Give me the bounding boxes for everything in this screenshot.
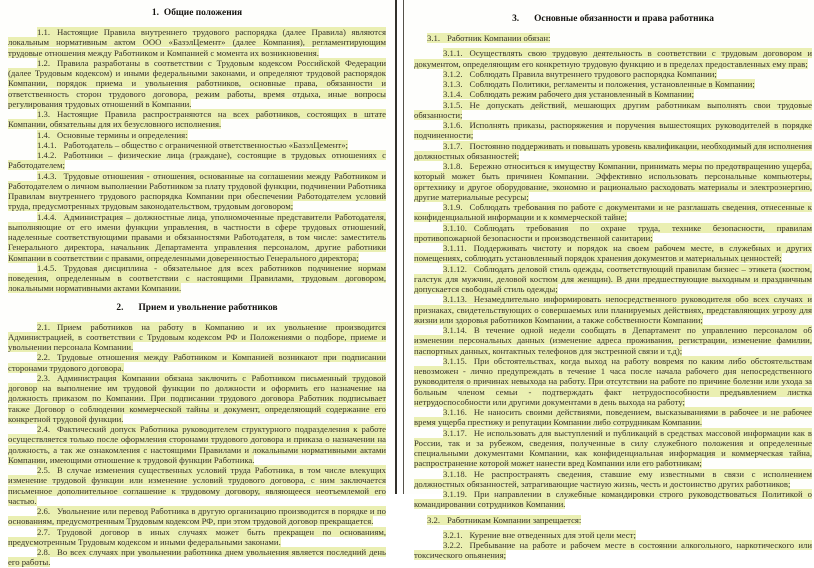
clause-number: 1.2. [37,57,51,68]
clause-text: Работники – физические лица (граждане), состоящие в трудовых отношениях с Работодателем; [8,150,386,171]
highlighted-text [8,109,386,129]
clause-number: 1.4.1. [37,139,57,150]
paragraph [8,58,386,109]
clause-text: В случае изменения существенных условий труда Работника, в том числе влекущих изменение трудовой функции или изменение условий трудового договора, с ним заключается письменное дополнительное соглашение к трудовому договору, являющееся неотъемлемой его частью. [8,465,386,506]
section-number: 3. [512,14,520,24]
highlighted-text [414,294,812,325]
highlighted-text [8,424,386,465]
section-heading [8,303,386,314]
paragraph [414,161,812,202]
paragraph [414,48,812,69]
clause-number: 3.1.8. [443,161,463,171]
clause-number: 3.1.6. [443,120,463,130]
clause-text: Трудовые отношения между Работником и Компанией возникают при подписании сторонами трудового договора. [8,352,386,373]
clause-text: Соблюдать режим рабочего дня установленный в Компании; [469,89,695,100]
clause-text: Администрация – должностные лица, уполномоченные представители Работодателя, выполняющие от его имени функции управления, в частности в сфере трудовых отношений, наделенные соответствующими правами и обязанностями Работодателя, в том числе: заместитель Генерального директора, начальник Департамента управления персоналом, другие работники Компании в соответствии с правами, определенными доверенностью Генерального директора; [8,211,386,263]
clause-number: 1.4.3. [37,170,57,181]
paragraph [414,79,812,89]
paragraph [414,469,812,490]
clause-number: 3.2.1. [443,529,463,540]
highlighted-text [414,407,812,427]
paragraph [414,356,812,407]
paragraph [8,465,386,506]
highlighted-text [414,100,812,120]
paragraph [8,109,386,130]
highlighted-text [37,140,348,150]
paragraph [8,547,386,568]
paragraph [8,506,386,527]
paragraph [414,530,812,540]
section-number: 1. [151,8,159,18]
highlighted-text [414,356,812,407]
paragraph [414,428,812,469]
clause-number: 2.3. [37,372,51,383]
clause-number: 1.4. [37,129,51,140]
paragraph [8,140,386,150]
clause-number: 3.1.19. [443,489,467,499]
clause-text: Не распространять сведения, ставшие ему известными в связи с исполнением должностных обязанностей, затрагивающие частную жизнь, честь и достоинство других работников; [414,468,812,489]
paragraph [414,407,812,428]
clause-number: 3.1.11. [443,243,467,253]
paragraph [8,424,386,465]
highlighted-text [414,264,812,295]
clause-text: Работникам Компании запрещается: [447,514,582,525]
highlighted-text [8,322,386,353]
paragraph [414,223,812,244]
clause-text: Трудовые отношения - отношения, основанные на соглашении между Работником и Работодателем о личном выполнении Работником за плату трудовой функции, подчинении Работника Правилам внутреннего трудового распорядка Компании при обеспечении Работодателем условий труда, предусмотренных трудовым законодательством, трудовым договором; [8,170,386,212]
clause-text: Поддерживать чистоту и порядок на своем рабочем месте, в служебных и других помещениях, соблюдать установленный порядок хранения документов и материальных ценностей; [414,243,812,264]
clause-number: 3.1.1. [443,48,463,59]
section-title: Общие положения [163,8,243,18]
clause-text: Соблюдать требования по работе с документами и не разглашать сведения, отнесенные к конфиденциальной информации и к коммерческой тайне; [414,202,812,223]
subsection-line [414,33,812,43]
highlighted-text [8,547,386,567]
paragraph [8,527,386,548]
section-number: 2. [116,302,124,313]
highlighted-text [8,506,386,526]
highlighted-text [414,428,812,469]
paragraph [8,150,386,171]
clause-text: В течение одной недели сообщать в Департамент по управлению персоналом об изменении персональных данных (изменение адреса проживания, регистрации, изменение фамилии, паспортных данных, контактных телефонов для экстренной связи и т.д); [414,325,812,356]
highlighted-text [8,58,386,109]
page-2-body [414,14,812,561]
highlighted-text [8,465,386,506]
clause-number: 2.2. [37,352,51,363]
highlighted-text [443,530,636,540]
clause-number: 3.2. [427,514,441,525]
clause-text: Работодатель – общество с ограниченной ответственностью «БазэлЦемент»; [63,139,348,150]
highlighted-text [443,79,755,89]
clause-number: 1.4.2. [37,150,57,160]
clause-text: Постоянно поддерживать и повышать уровень квалификации, необходимый для исполнения должностных обязанностей; [414,140,812,161]
page-1 [0,0,397,568]
paragraph [414,120,812,141]
clause-text: Увольнение или перевод Работника в другую организацию производится в порядке и по основаниям, предусмотренным Трудовым кодексом РФ, при этом трудовой договор прекращается. [8,506,386,527]
paragraph [414,202,812,223]
clause-text: Не использовать для выступлений и публикаций в средствах массовой информации как в России, так и за рубежом, сведения, полученные в силу служебного положения и определенные специальными документами Компании, как конфиденциальная информация и коммерческая тайна, распространение которой может нанести вред Компании или его работникам; [414,427,812,469]
clause-text: Курение вне отведенных для этой цели мест; [469,529,636,540]
paragraph [414,243,812,264]
clause-text: Прием работников на работу в Компанию и их увольнение производится Администрацией, в соответствии с Трудовым кодексом РФ и Положениями о подборе, приеме и увольнении персонала Компании. [8,321,386,352]
highlighted-text [37,130,188,140]
highlighted-text [414,469,812,489]
clause-text: Работник Компании обязан: [447,33,551,43]
clause-number: 3.1. [427,33,441,43]
highlighted-text [8,27,386,58]
clause-text: Соблюдать Правила внутреннего трудового распорядка Компании; [469,68,717,79]
clause-text: Незамедлительно информировать непосредственного руководителя обо всех случаях и признаках, свидетельствующих о совершаемых или планируемых действиях, представляющих угрозу для жизни или здоровья работников Компании, а также собственности Компании; [414,294,812,325]
paragraph [414,141,812,162]
highlighted-text [8,263,386,294]
clause-text: При направлении в служебные командировки строго руководствоваться Политикой о командировании сотрудников Компании. [414,489,812,510]
clause-number: 3.1.14. [443,325,467,335]
paragraph [414,325,812,356]
paragraph [414,294,812,325]
clause-number: 3.1.15. [443,355,467,366]
highlighted-text [414,223,812,243]
clause-number: 1.4.5. [37,262,57,273]
clause-number: 3.1.3. [443,79,463,89]
highlighted-text [443,89,694,99]
highlighted-text [8,171,386,212]
section-heading [414,14,812,25]
paragraph [414,100,812,121]
clause-number: 3.1.5. [443,99,463,110]
clause-text: Не допускать действий, мешающих другим работникам выполнять свои трудовые обязанности; [414,99,812,120]
clause-number: 3.1.10. [443,222,467,233]
clause-number: 1.1. [37,27,51,37]
clause-text: Исполнять приказы, распоряжения и поручения вышестоящих руководителей в порядке подчиненности; [414,120,812,141]
paragraph [8,322,386,353]
clause-number: 2.5. [37,465,51,475]
paragraph [8,352,386,373]
highlighted-text [414,48,812,68]
clause-text: Во всех случаях при увольнении работника днем увольнения является последний день его работы. [8,547,386,568]
clause-text: Администрация Компании обязана заключить с Работником письменный трудовой договор на выполнение им трудовой функции по должности и оформить его назначение на должность приказом по Компании. При подписании трудового договора Работник подписывает также Договор о соблюдении коммерческой тайны и документ, определяющий содержание его конкретной трудовой функции. [8,372,386,424]
clause-text: Соблюдать Политики, регламенты и положения, установленные в Компании; [469,79,755,89]
highlighted-text [414,161,812,202]
paragraph [414,69,812,79]
clause-number: 3.1.2. [443,68,463,79]
clause-number: 3.1.13. [443,294,467,305]
highlighted-text [8,527,386,547]
clause-number: 1.4.4. [37,211,57,222]
paragraph [8,263,386,294]
clause-number: 3.1.17. [443,427,467,438]
page-2 [403,0,814,561]
clause-text: Осуществлять свою трудовую деятельность в соответствии с трудовым договором и документом, определяющим его конкретную трудовую функцию и в пределах предоставленных ему прав; [414,48,812,69]
clause-number: 3.1.4. [443,89,463,100]
clause-number: 3.1.7. [443,140,463,151]
clause-number: 3.1.18. [443,468,467,479]
clause-text: Настоящие Правила внутреннего трудового распорядка (далее Правила) являются локальным нормативным актом ООО «БазэлЦемент» (далее Компания), регламентирующим трудовые отношения между Работником и Компанией с момента их возникновения. [8,27,386,58]
section-title: Прием и увольнение работников [138,302,278,313]
section-heading [8,8,386,19]
clause-number: 3.1.16. [443,407,467,417]
paragraph [8,373,386,424]
clause-number: 2.1. [37,321,51,332]
clause-number: 3.2.2. [443,540,463,550]
paragraph [414,264,812,295]
clause-number: 2.8. [37,547,51,557]
highlighted-text [414,325,812,356]
clause-text: Трудовой договор в иных случаях может быть прекращен по основаниям, предусмотренным Трудовым кодексом и иными федеральными законами. [8,526,386,547]
clause-text: Не наносить своими действиями, поведением, высказываниями в рабочее и не рабочее время ущерба престижу и репутации Компании либо сотрудникам Компании. [414,407,812,428]
page-1-body [8,8,386,568]
highlighted-text [414,540,812,560]
highlighted-text [427,33,550,43]
highlighted-text [8,352,386,372]
highlighted-text [8,150,386,170]
highlighted-text [427,515,581,525]
clause-number: 2.6. [37,506,51,516]
paragraph [414,489,812,510]
highlighted-text [414,489,812,509]
highlighted-text [8,212,386,263]
clause-text: Пребывание на работе и рабочем месте в состоянии алкогольного, наркотического или токсического опьянения; [414,540,812,561]
clause-number: 2.7. [37,526,51,537]
clause-text: Фактический допуск Работника руководителем структурного подразделения к работе осуществляется только после оформления сторонами трудового договора и приказа о назначении на должность, а так же ознакомления с настоящими Правилами и локальными нормативными актами Компании, имеющими отношение к трудовой функции Работника. [8,424,386,465]
clause-text: Правила разработаны в соответствии с Трудовым кодексом Российской Федерации (далее Трудовым кодексом) и иными федеральными законами, и определяют трудовой распорядок Компании, порядок приема и увольнения работников, основные права, обязанности и ответственность сторон трудового договора, режим работы, время отдыха, иные вопросы регулирования трудовых отношений в Компании. [8,57,386,109]
highlighted-text [414,202,812,222]
highlighted-text [414,243,812,263]
clause-text: Соблюдать деловой стиль одежды, соответствующий правилам бизнес – этикета (костюм, галстук для мужчин, деловой костюм для женщин). В дни предшествующие выходным и праздничным допускается свободный стиль одежды; [414,263,812,294]
clause-number: 2.4. [37,424,51,434]
clause-text: Трудовая дисциплина - обязательное для всех работников подчинение нормам поведения, определенным в соответствии с настоящими Правилами, трудовым договором, локальными нормативными актами Компании. [8,262,386,294]
paragraph [8,27,386,58]
paragraph [414,89,812,99]
clause-text: Бережно относиться к имуществу Компании, принимать меры по предотвращению ущерба, который может быть причинен Компании. Эффективно использовать персональные компьютеры, оргтехнику и другое оборудование, экономно и рационально расходовать материалы и электроэнергию, другие материальные ресурсы; [414,161,812,202]
clause-text: Соблюдать требования по охране труда, технике безопасности, правилам противопожарной безопасности и производственной санитарии; [414,222,812,243]
clause-text: Основные термины и определения: [57,129,188,140]
clause-number: 1.3. [37,109,51,119]
highlighted-text [414,141,812,161]
paragraph [8,212,386,263]
highlighted-text [414,120,812,140]
clause-text: При обстоятельствах, когда выход на работу вовремя по каким либо обстоятельствам невозможен - лично предупреждать в течение 1 часа после начала рабочего дня непосредственного руководителя о причинах невыхода на работу. При отсутствии на работе по причине болезни или ухода за больным членом семьи - подтверждать факт нетрудоспособности предъявлением листка нетрудоспособности или другими документами в день выхода на работу; [414,355,812,407]
section-title: Основные обязанности и права работника [534,14,714,24]
paragraph [8,171,386,212]
highlighted-text [8,373,386,424]
clause-number: 3.1.9. [443,202,463,212]
clause-number: 3.1.12. [443,263,467,274]
clause-text: Настоящие Правила распространяются на всех работников, состоящих в штате Компании, обязательны для их безусловного исполнения. [8,109,386,130]
highlighted-text [443,69,717,79]
paragraph [8,130,386,140]
subsection-line [414,515,812,525]
paragraph [414,540,812,561]
